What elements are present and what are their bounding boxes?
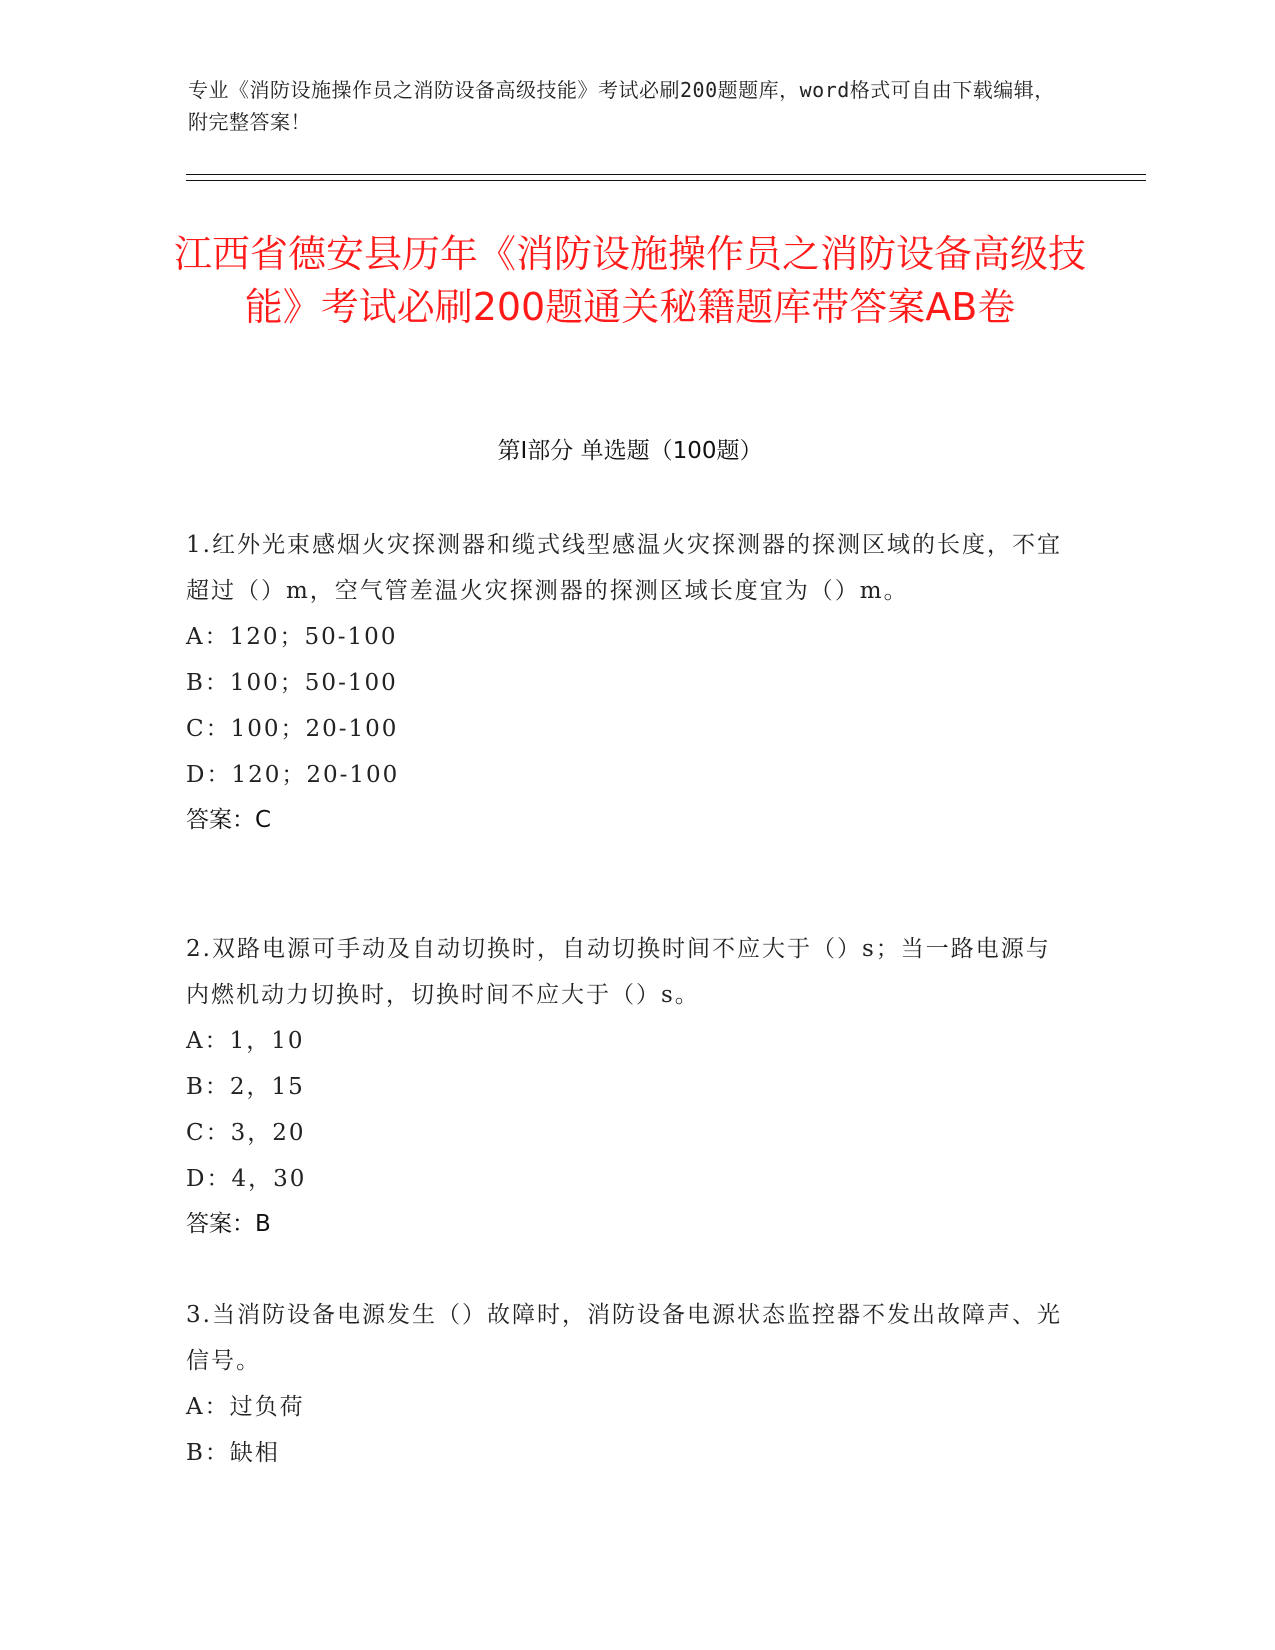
option-b: B：缺相 [186,1440,280,1466]
question-1 [186,522,1066,842]
question-stem: 3.当消防设备电源发生（）故障时，消防设备电源状态监控器不发出故障声、光信号。 [186,1302,1062,1374]
header-note: 专业《消防设施操作员之消防设备高级技能》考试必刷200题题库，word格式可自由下载编辑，附完整答案！ [188,78,1055,134]
question-2 [186,926,1066,1246]
option-a: A：120；50-100 [186,624,398,650]
option-a: A：过负荷 [186,1394,305,1420]
answer: 答案：C [186,807,272,833]
option-c: C：3，20 [186,1120,306,1146]
section-title: 第Ⅰ部分 单选题（100题） [497,438,763,464]
document-title: 江西省德安县历年《消防设施操作员之消防设备高级技能》考试必刷200题通关秘籍题库带答案AB卷 [173,232,1086,329]
question-stem: 1.红外光束感烟火灾探测器和缆式线型感温火灾探测器的探测区域的长度，不宜超过（）m，空气管差温火灾探测器的探测区域长度宜为（）m。 [186,532,1062,604]
option-b: B：100；50-100 [186,670,398,696]
option-d: D：4，30 [186,1166,307,1192]
header-rule-bottom [186,180,1146,181]
header-rule-top [186,174,1146,175]
option-d: D：120；20-100 [186,762,400,788]
question-3 [186,1292,1066,1476]
option-c: C：100；20-100 [186,716,399,742]
option-a: A：1，10 [186,1028,305,1054]
option-b: B：2，15 [186,1074,305,1100]
answer: 答案：B [186,1211,271,1237]
question-stem: 2.双路电源可手动及自动切换时，自动切换时间不应大于（）s；当一路电源与内燃机动力切换时，切换时间不应大于（）s。 [186,936,1051,1008]
